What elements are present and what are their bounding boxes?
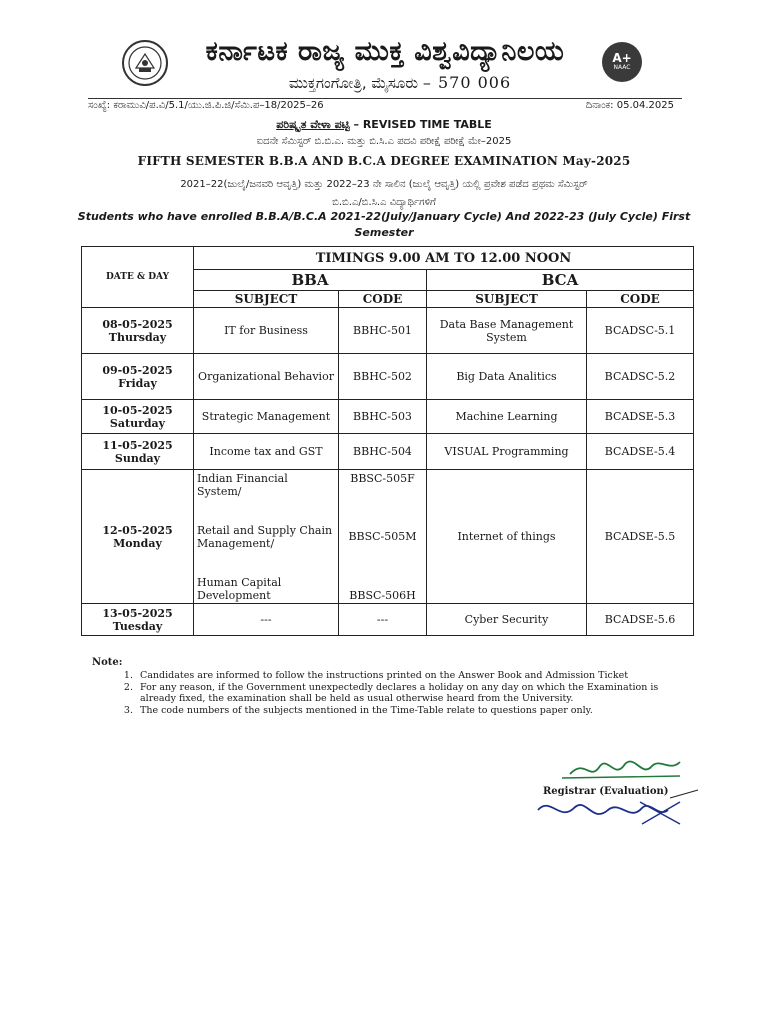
naac-label: NAAC <box>613 64 631 71</box>
university-address <box>250 73 550 92</box>
bca-code: BCADSE-5.6 <box>587 604 694 636</box>
date-cell <box>82 434 194 470</box>
bca-subject: Internet of things <box>427 470 587 604</box>
bca-subject: Machine Learning <box>427 400 587 434</box>
bba-elective-code: BBSC-506H <box>349 588 416 602</box>
document-date: ದಿನಾಂಕ: 05.04.2025 <box>585 100 674 111</box>
date-cell <box>82 604 194 636</box>
bba-code: --- <box>339 604 427 636</box>
bba-subject-header: SUBJECT <box>194 291 339 308</box>
exam-date: 12-05-2025 <box>102 523 173 537</box>
exam-date: 08-05-2025 <box>102 317 173 331</box>
exam-date: 13-05-2025 <box>102 606 173 620</box>
timings-header: TIMINGS 9.00 AM TO 12.00 NOON <box>194 247 694 270</box>
bba-code: BBHC-504 <box>339 434 427 470</box>
bba-subject: Income tax and GST <box>194 434 339 470</box>
note-item: 1. Candidates are informed to follow the instructions printed on the Answer Book and Admission Ticket <box>136 670 692 681</box>
bca-subject: Data Base Management System <box>427 308 587 354</box>
english-exam-title: FIFTH SEMESTER B.B.A AND B.C.A DEGREE EXAMINATION May-2025 <box>137 154 631 168</box>
naac-grade: A+ <box>612 51 632 65</box>
bba-subject: Strategic Management <box>194 400 339 434</box>
bca-subject: Big Data Analitics <box>427 354 587 400</box>
bba-elective-subject: Retail and Supply Chain Management/ <box>197 523 333 550</box>
bca-header: BCA <box>427 270 694 291</box>
exam-timetable <box>81 246 694 636</box>
bca-code: BCADSE-5.4 <box>587 434 694 470</box>
english-eligibility-line2: Semester <box>354 226 414 239</box>
note-item: 3. The code numbers of the subjects mentioned in the Time-Table relate to questions paper only. <box>136 705 692 716</box>
bba-elective-code: BBSC-505F <box>350 471 415 485</box>
exam-day: Sunday <box>114 451 161 465</box>
table-row <box>82 354 694 400</box>
exam-date: 10-05-2025 <box>102 403 173 417</box>
date-cell <box>82 470 194 604</box>
bca-code: BCADSC-5.1 <box>587 308 694 354</box>
table-row <box>82 604 694 636</box>
date-cell <box>82 308 194 354</box>
bba-code: BBHC-501 <box>339 308 427 354</box>
bba-subject: IT for Business <box>194 308 339 354</box>
bba-code-header: CODE <box>339 291 427 308</box>
bba-elective-code: BBSC-505M <box>348 530 417 543</box>
bca-code-header: CODE <box>587 291 694 308</box>
address-text: ಮುಕ್ತಗಂಗೋತ್ರಿ, ಮೈಸೂರು <box>288 74 419 92</box>
exam-day: Friday <box>118 376 157 390</box>
exam-date: 09-05-2025 <box>102 363 173 377</box>
exam-day: Monday <box>113 536 162 550</box>
kannada-eligibility-line2: ಬಿ.ಬಿ.ಎ/ಬಿ.ಸಿ.ಎ ವಿದ್ಯಾರ್ಥಿಗಳಿಗೆ <box>332 197 436 208</box>
table-row <box>82 308 694 354</box>
exam-day: Saturday <box>109 416 166 430</box>
note-item: 2. For any reason, if the Government unexpectedly declares a holiday on any day on which the Examination is already fixed, the examination shall be held as usual otherwise heard from the University. <box>136 682 692 704</box>
date-cell <box>82 354 194 400</box>
revised-time-table-heading <box>60 118 708 132</box>
notes-section <box>92 657 692 717</box>
bca-code: BCADSE-5.3 <box>587 400 694 434</box>
english-eligibility-line1: Students who have enrolled B.B.A/B.C.A 2021-22(July/January Cycle) And 2022-23 (July Cycle) First <box>77 210 691 223</box>
pincode: – 570 006 <box>422 73 512 92</box>
revised-heading-kannada: ಪರಿಷ್ಕೃತ ವೇಳಾ ಪಟ್ಟಿ <box>276 118 350 131</box>
bba-elective-subjects <box>194 470 339 604</box>
date-cell <box>82 400 194 434</box>
revised-heading-english: – REVISED TIME TABLE <box>349 118 492 131</box>
english-eligibility <box>60 209 708 241</box>
bba-code: BBHC-502 <box>339 354 427 400</box>
table-row <box>82 470 694 604</box>
bba-subject: Organizational Behavior <box>194 354 339 400</box>
table-row <box>82 434 694 470</box>
bba-elective-codes <box>339 470 427 604</box>
bca-subject-header: SUBJECT <box>427 291 587 308</box>
bca-subject: Cyber Security <box>427 604 587 636</box>
bba-elective-subject: Indian Financial System/ <box>197 471 288 498</box>
exam-day: Thursday <box>108 330 167 344</box>
bba-header: BBA <box>194 270 427 291</box>
exam-date: 11-05-2025 <box>102 438 173 452</box>
university-emblem-icon <box>122 40 168 86</box>
bca-subject: VISUAL Programming <box>427 434 587 470</box>
reference-number: ಸಂಖ್ಯೆ: ಕರಾಮುವಿ/ಪ.ವಿ/5.1/ಯು.ಜಿ.ಪಿ.ಜಿ/ಸೆಮಿ.ಪ–18/2025–26 <box>88 100 324 111</box>
kannada-eligibility <box>60 176 708 212</box>
bba-subject: --- <box>194 604 339 636</box>
kannada-eligibility-line1: 2021–22(ಜುಲೈ/ಜನವರಿ ಆವೃತ್ತಿ) ಮತ್ತು 2022–23 ನೇ ಸಾಲಿನ (ಜುಲೈ ಆವೃತ್ತಿ) ಯಲ್ಲಿ ಪ್ರವೇಶ ಪಡೆದ ಪ್ರಥಮ ಸೆಮಿಸ್ಟರ್ <box>180 179 588 190</box>
naac-badge-icon <box>602 42 642 82</box>
date-day-header: DATE & DAY <box>82 247 194 308</box>
registrar-designation: Registrar (Evaluation) <box>543 786 669 797</box>
kannada-exam-title: ಐದನೇ ಸೆಮಿಸ್ಟರ್ ಬಿ.ಬಿ.ಎ. ಮತ್ತು ಬಿ.ಸಿ.ಎ ಪದವಿ ಪರೀಕ್ಷೆ ಪರೀಕ್ಷೆ ಮೇ–2025 <box>256 136 512 147</box>
notes-title: Note: <box>92 657 123 668</box>
bca-code: BCADSC-5.2 <box>587 354 694 400</box>
reference-line <box>88 98 682 113</box>
table-row <box>82 400 694 434</box>
bca-code: BCADSE-5.5 <box>587 470 694 604</box>
bba-elective-subject: Human Capital Development <box>197 575 282 602</box>
bba-code: BBHC-503 <box>339 400 427 434</box>
exam-day: Tuesday <box>112 619 163 633</box>
university-name: ಕರ್ನಾಟಕ ರಾಜ್ಯ ಮುಕ್ತ ವಿಶ್ವವಿದ್ಯಾನಿಲಯ <box>205 36 565 67</box>
